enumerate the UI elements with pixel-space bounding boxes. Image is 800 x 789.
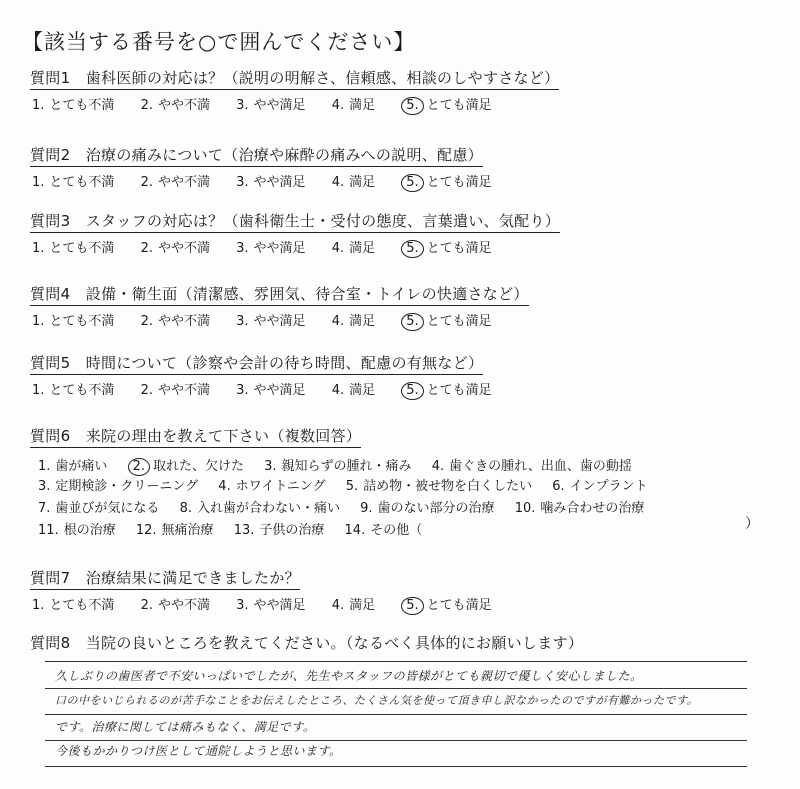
handwritten-answer-line-4: 今後もかかりつけ医として通院しようと思います。 [55, 744, 342, 758]
question-title: 質問3 スタッフの対応は？（歯科衛生士・受付の態度、言葉遣い、気配り） [30, 210, 560, 233]
option-2[interactable]: 2. やや不満 [140, 383, 210, 398]
option-4[interactable]: 4. 満足 [331, 314, 376, 329]
option-2[interactable]: 2. やや不満 [140, 598, 210, 613]
question-title: 質問2 治療の痛みについて（治療や麻酔の痛みへの説明、配慮） [30, 144, 483, 167]
option-5-circled[interactable]: 5. とても満足 [401, 94, 491, 113]
option-4b[interactable]: 4. ホワイトニング [218, 479, 326, 494]
option-12[interactable]: 12. 無痛治療 [135, 523, 214, 538]
option-2-circled[interactable]: 2. 取れた、欠けた [128, 455, 244, 474]
question-title: 質問8 当院の良いところを教えてください。（なるべく具体的にお願いします） [30, 634, 584, 652]
option-9[interactable]: 9. 歯のない部分の治療 [360, 501, 495, 516]
option-3[interactable]: 3. やや満足 [236, 98, 306, 113]
question-title: 質問7 治療結果に満足できましたか？ [30, 567, 300, 590]
q6-row-4 [38, 519, 438, 538]
option-5[interactable]: 5. 詰め物・被せ物を白くしたい [345, 479, 533, 494]
option-3[interactable]: 3. やや満足 [236, 241, 306, 256]
option-3b[interactable]: 3. 定期検診・クリーニング [38, 479, 199, 494]
option-2[interactable]: 2. やや不満 [140, 98, 210, 113]
option-4[interactable]: 4. 満足 [331, 383, 376, 398]
option-13[interactable]: 13. 子供の治療 [233, 523, 325, 538]
q6-row-2 [38, 475, 664, 494]
option-2[interactable]: 2. やや不満 [140, 314, 210, 329]
option-7[interactable]: 7. 歯並びが気になる [38, 501, 160, 516]
option-1[interactable]: 1. とても不満 [32, 383, 115, 398]
option-3[interactable]: 3. 親知らずの腫れ・痛み [264, 459, 412, 474]
question-8 [30, 632, 583, 654]
option-1[interactable]: 1. とても不満 [32, 175, 115, 190]
option-14-other[interactable]: 14. その他（ [344, 523, 423, 538]
option-4[interactable]: 4. 歯ぐきの腫れ、出血、歯の動揺 [431, 459, 632, 474]
option-4[interactable]: 4. 満足 [331, 175, 376, 190]
option-1[interactable]: 1. 歯が痛い [38, 459, 108, 474]
question-6 [30, 425, 361, 448]
handwritten-answer-line-3: です。治療に関しては痛みもなく、満足です。 [55, 720, 316, 734]
question-title: 質問6 来院の理由を教えて下さい（複数回答） [30, 425, 361, 448]
q6-row-3 [38, 497, 660, 516]
question-3 [30, 210, 560, 256]
question-1 [30, 67, 559, 113]
option-11[interactable]: 11. 根の治療 [38, 523, 116, 538]
question-title: 質問4 設備・衛生面（清潔感、雰囲気、待合室・トイレの快適さなど） [30, 283, 529, 306]
question-title: 質問1 歯科医師の対応は？（説明の明解さ、信頼感、相談のしやすさなど） [30, 67, 559, 90]
option-5-circled[interactable]: 5. とても満足 [401, 379, 491, 398]
q6-row-1 [38, 455, 648, 474]
option-1[interactable]: 1. とても不満 [32, 98, 115, 113]
answer-line [45, 740, 747, 741]
option-5-circled[interactable]: 5. とても満足 [401, 594, 491, 613]
question-2 [30, 144, 514, 190]
question-7 [30, 567, 514, 613]
option-2[interactable]: 2. やや不満 [140, 241, 210, 256]
option-4[interactable]: 4. 満足 [331, 241, 376, 256]
option-4[interactable]: 4. 満足 [331, 98, 376, 113]
option-1[interactable]: 1. とても不満 [32, 314, 115, 329]
other-close-paren: ） [745, 516, 759, 532]
question-5 [30, 352, 514, 398]
option-1[interactable]: 1. とても不満 [32, 598, 115, 613]
option-10[interactable]: 10. 噛み合わせの治療 [514, 501, 645, 516]
handwritten-answer-line-2: 口の中をいじられるのが苦手なことをお伝えしたところ、たくさん気を使って頂き申し訳なかったのですが有難かったです。 [55, 694, 699, 707]
option-2[interactable]: 2. やや不満 [140, 175, 210, 190]
answer-line [45, 661, 747, 662]
option-3[interactable]: 3. やや満足 [236, 383, 306, 398]
option-5-circled[interactable]: 5. とても満足 [401, 310, 491, 329]
question-4 [30, 283, 529, 329]
handwritten-answer-line-1: 久しぶりの歯医者で不安いっぱいでしたが、先生やスタッフの皆様がとても親切で優しく安心しました。 [55, 669, 643, 683]
page-title: 【該当する番号を○で囲んでください】 [22, 30, 416, 54]
option-3[interactable]: 3. やや満足 [236, 314, 306, 329]
option-5-circled[interactable]: 5. とても満足 [401, 171, 491, 190]
option-8[interactable]: 8. 入れ歯が合わない・痛い [179, 501, 340, 516]
answer-line [45, 714, 747, 715]
option-3[interactable]: 3. やや満足 [236, 598, 306, 613]
answer-line [45, 688, 747, 689]
question-title: 質問5 時間について（診察や会計の待ち時間、配慮の有無など） [30, 352, 483, 375]
option-3[interactable]: 3. やや満足 [236, 175, 306, 190]
option-4[interactable]: 4. 満足 [331, 598, 376, 613]
option-6[interactable]: 6. インプラント [552, 479, 648, 494]
answer-line [45, 766, 747, 767]
option-1[interactable]: 1. とても不満 [32, 241, 115, 256]
option-5-circled[interactable]: 5. とても満足 [401, 237, 491, 256]
